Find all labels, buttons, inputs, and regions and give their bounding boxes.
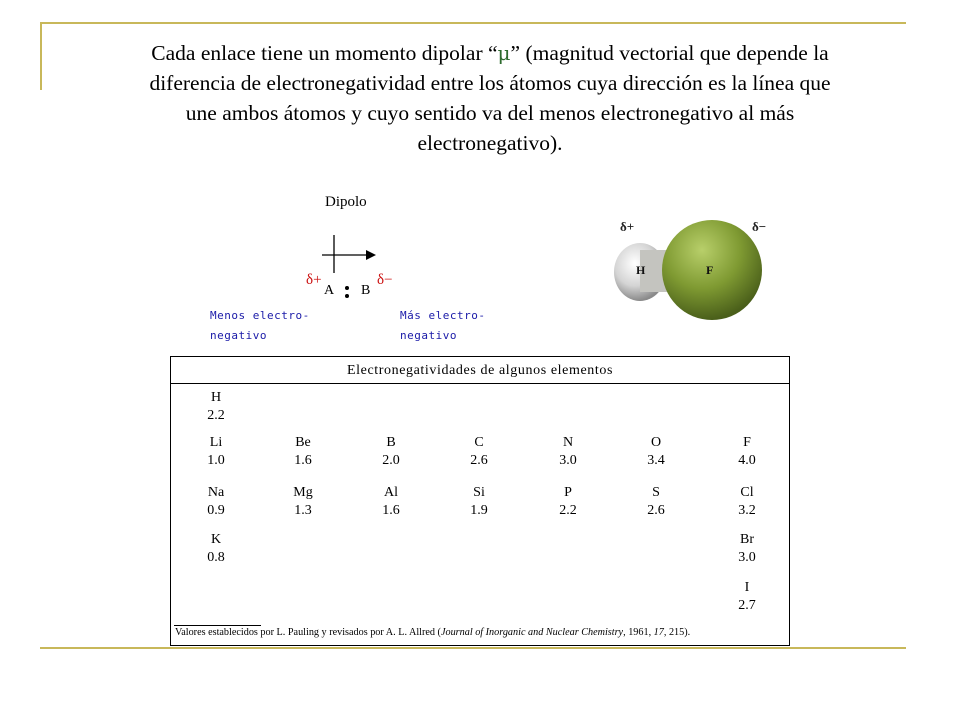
title-text-1: Cada enlace tiene un momento dipolar “	[151, 41, 498, 65]
element-value: 2.2	[207, 408, 225, 423]
element-value: 0.9	[207, 503, 225, 518]
more-line-2: negativo	[400, 329, 457, 342]
footnote-journal: Journal of Inorganic and Nuclear Chemistry	[440, 627, 624, 638]
bond-electrons-icon	[343, 284, 351, 300]
table-header: Electronegatividades de algunos elementos	[171, 357, 789, 384]
element-cell	[729, 434, 765, 470]
element-cell	[198, 531, 234, 567]
mu-symbol: μ	[497, 41, 511, 65]
title-text-1b: ” (magnitud vectorial que depende la	[510, 41, 829, 65]
element-value: 1.3	[294, 503, 312, 518]
footnote-volume: 17	[653, 627, 664, 638]
more-electronegative-label	[400, 306, 485, 346]
element-cell	[461, 484, 497, 520]
element-cell	[729, 484, 765, 520]
element-symbol: I	[744, 580, 750, 595]
element-cell	[550, 484, 586, 520]
element-cell	[550, 434, 586, 470]
element-value: 1.6	[294, 453, 312, 468]
element-symbol: P	[564, 485, 572, 500]
element-symbol: N	[562, 435, 574, 450]
less-line-2: negativo	[210, 329, 267, 342]
less-line-1: Menos electro-	[210, 309, 310, 322]
molecule-atom-f: F	[706, 263, 714, 277]
element-cell	[373, 484, 409, 520]
element-symbol: Br	[740, 532, 754, 547]
element-symbol: O	[650, 435, 662, 450]
molecule-atom-h: H	[636, 263, 646, 277]
footnote-rule	[174, 625, 261, 626]
element-cell	[285, 484, 321, 520]
slide-title	[55, 38, 925, 158]
decorative-top-rule	[40, 22, 906, 24]
element-symbol: Li	[209, 435, 223, 450]
less-electronegative-label	[210, 306, 310, 346]
title-text-3: une ambos átomos y cuyo sentido va del menos electronegativo al más	[185, 101, 795, 125]
element-value: 1.0	[207, 453, 225, 468]
element-cell	[638, 484, 674, 520]
atom-b: B	[361, 283, 371, 298]
element-symbol: Be	[295, 435, 311, 450]
element-value: 1.6	[382, 503, 400, 518]
atom-a: A	[324, 283, 335, 298]
element-cell	[198, 389, 234, 425]
element-cell	[461, 434, 497, 470]
element-value: 3.0	[738, 550, 756, 565]
element-value: 1.9	[470, 503, 488, 518]
electronegativity-table	[170, 356, 790, 646]
element-cell	[285, 434, 321, 470]
element-value: 3.2	[738, 503, 756, 518]
hf-molecule-icon	[606, 212, 786, 352]
delta-minus-label: δ−	[377, 272, 393, 288]
element-symbol: Mg	[293, 485, 313, 500]
element-value: 2.0	[382, 453, 400, 468]
dipole-arrow-icon	[300, 225, 400, 275]
molecule-delta-minus: δ−	[752, 219, 767, 234]
element-cell	[729, 531, 765, 567]
element-symbol: Si	[473, 485, 485, 500]
element-value: 0.8	[207, 550, 225, 565]
element-value: 2.2	[559, 503, 577, 518]
element-value: 2.6	[647, 503, 665, 518]
element-value: 2.6	[470, 453, 488, 468]
element-symbol: Cl	[740, 485, 754, 500]
element-value: 3.4	[647, 453, 665, 468]
element-symbol: Al	[384, 485, 398, 500]
element-symbol: F	[743, 435, 751, 450]
table-footnote	[175, 627, 690, 638]
title-text-4: electronegativo).	[417, 131, 563, 155]
element-value: 2.7	[738, 598, 756, 613]
element-cell	[198, 434, 234, 470]
element-cell	[198, 484, 234, 520]
more-line-1: Más electro-	[400, 309, 486, 322]
decorative-left-rule	[40, 22, 42, 90]
element-value: 3.0	[559, 453, 577, 468]
molecule-delta-plus: δ+	[620, 219, 635, 234]
delta-plus-label: δ+	[306, 272, 322, 288]
footnote-pre: Valores establecidos por L. Pauling y revisados por A. L. Allred (	[175, 627, 441, 638]
element-symbol: K	[210, 532, 222, 547]
decorative-bottom-rule	[40, 647, 906, 649]
footnote-mid: , 1961,	[623, 627, 654, 638]
element-symbol: S	[652, 485, 660, 500]
element-symbol: C	[474, 435, 484, 450]
footnote-post: , 215).	[663, 627, 691, 638]
element-symbol: H	[210, 390, 222, 405]
element-symbol: B	[386, 435, 396, 450]
dipole-title: Dipolo	[325, 194, 367, 210]
element-value: 4.0	[738, 453, 756, 468]
element-cell	[373, 434, 409, 470]
element-cell	[729, 579, 765, 615]
title-text-2: diferencia de electronegatividad entre los átomos cuya dirección es la línea que	[149, 71, 831, 95]
element-symbol: Na	[207, 485, 225, 500]
element-cell	[638, 434, 674, 470]
